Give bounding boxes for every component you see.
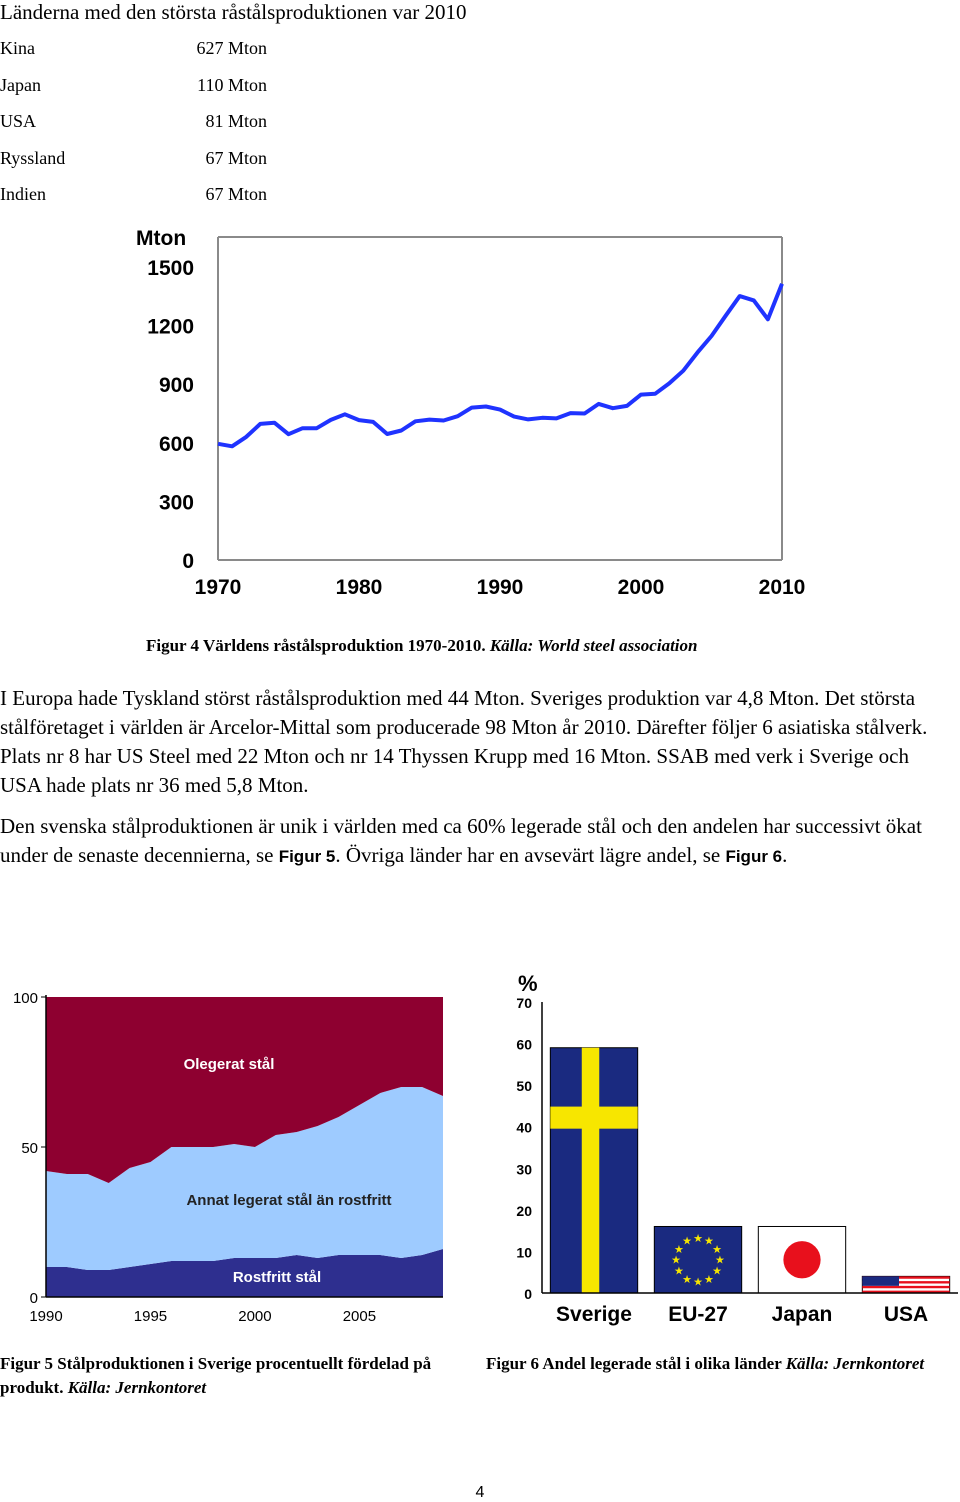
table-row <box>0 148 280 185</box>
page-title: Länderna med den största råstålsproduktionen var 2010 <box>0 0 467 24</box>
star-icon: ★ <box>712 1265 722 1278</box>
x-tick-label: 2000 <box>617 576 665 599</box>
y-tick-label: 30 <box>516 1161 532 1178</box>
series-label: Rostfritt stål <box>232 1269 322 1286</box>
x-tick-label: 2010 <box>758 576 806 599</box>
y-tick-label: 0 <box>524 1286 532 1302</box>
y-tick-label: 900 <box>158 374 194 398</box>
stacked-areas <box>46 997 443 1297</box>
figure5-caption <box>0 1352 450 1400</box>
star-icon: ★ <box>674 1243 684 1256</box>
series-label: Olegerat stål <box>183 1056 275 1073</box>
star-icon: ★ <box>704 1273 714 1286</box>
paragraph-1: I Europa hade Tyskland störst råstålsproduktion med 44 Mton. Sveriges produktion var 4,8 Mton. Det största stålföretaget i världen är Arcelor-Mittal som producerade 98 Mton år 2010. Därefter följer 6 asiatiska stålverk. Plats nr 8 har US Steel med 22 Mton och nr 14 Thyssen Krupp med 16 Mton. SSAB med verk i Sverige och USA hade plats nr 36 med 5,8 Mton. <box>0 686 928 797</box>
figure6-caption-text: Figur 6 Andel legerade stål i olika länder <box>486 1354 782 1373</box>
y-tick-label: 600 <box>158 432 194 456</box>
y-axis-label: Mton <box>136 227 187 250</box>
star-icon: ★ <box>715 1254 725 1267</box>
table-row <box>0 38 280 75</box>
flag-canton <box>862 1276 899 1285</box>
category-labels <box>556 1303 928 1326</box>
y-tick-label: 1500 <box>147 257 194 280</box>
category-label: Japan <box>771 1303 833 1326</box>
y-tick-label: 300 <box>158 491 194 515</box>
x-tick-label: 1990 <box>29 1308 63 1325</box>
y-tick-label: 100 <box>12 990 38 1007</box>
country-name: Japan <box>0 74 41 95</box>
y-tick-labels <box>516 995 532 1302</box>
production-value: 67 Mton <box>205 184 267 204</box>
y-tick-label: 0 <box>182 550 194 573</box>
production-table <box>0 38 280 221</box>
star-icon: ★ <box>682 1235 692 1248</box>
category-label: USA <box>883 1303 929 1326</box>
paragraph-2 <box>0 812 950 871</box>
figure5-reference[interactable]: Figur 5 <box>278 847 336 866</box>
flag-bar <box>758 1226 845 1293</box>
star-icon: ★ <box>674 1265 684 1278</box>
alloy-share-bar-chart <box>490 965 960 1335</box>
figure4-source: Källa: World steel association <box>489 636 698 655</box>
paragraph-2-text: . Övriga länder har en avsevärt lägre andel, se <box>335 843 726 867</box>
y-tick-labels <box>13 990 38 1307</box>
paragraph-2-text: . <box>782 843 788 867</box>
sweden-steel-share-chart <box>0 980 460 1330</box>
x-tick-labels <box>29 1308 376 1325</box>
series-label: Annat legerat stål än rostfritt <box>186 1192 392 1209</box>
production-value: 67 Mton <box>205 147 267 168</box>
flag-cross-horizontal <box>550 1107 637 1129</box>
y-tick-label: 1200 <box>147 315 194 339</box>
star-icon: ★ <box>712 1243 722 1256</box>
country-name: Ryssland <box>0 147 66 168</box>
x-tick-label: 2005 <box>342 1308 377 1325</box>
country-name: USA <box>0 111 37 131</box>
flag-bar <box>550 1048 637 1293</box>
x-tick-label: 1970 <box>194 576 242 599</box>
flag-bar <box>862 1276 949 1293</box>
table-row <box>0 184 280 221</box>
y-tick-label: 50 <box>21 1140 38 1157</box>
category-label: Sverige <box>556 1303 632 1326</box>
figure6-reference[interactable]: Figur 6 <box>725 847 783 866</box>
flag-bar <box>654 1226 741 1293</box>
figure6-caption <box>486 1352 946 1376</box>
x-tick-label: 1980 <box>335 576 383 599</box>
y-tick-label: 0 <box>29 1290 38 1307</box>
y-tick-labels <box>147 257 194 573</box>
paragraph-2-text: Den svenska stålproduktionen är unik i världen med ca 60% legerade stål och den andelen har successivt ökat under de senaste decennierna, se <box>0 814 922 867</box>
flag-stripe <box>862 1286 949 1288</box>
x-tick-label: 1995 <box>133 1308 168 1325</box>
flag-bars <box>550 1048 949 1293</box>
star-icon: ★ <box>693 1232 703 1245</box>
figure4-caption-text: Figur 4 Världens råstålsproduktion 1970-2010. <box>146 636 486 655</box>
y-tick-label: 50 <box>516 1078 532 1095</box>
y-tick-label: 40 <box>516 1119 532 1136</box>
x-tick-labels <box>195 576 806 599</box>
category-label: EU-27 <box>668 1303 728 1326</box>
figure5-caption-text: Figur 5 Stålproduktionen i Sverige procentuellt fördelad på produkt. <box>0 1354 432 1397</box>
figure5-source: Källa: Jernkontoret <box>67 1378 207 1397</box>
series-line <box>218 284 782 447</box>
country-name: Kina <box>0 38 35 58</box>
x-tick-label: 2000 <box>238 1308 272 1325</box>
y-tick-label: 70 <box>516 995 532 1011</box>
world-production-chart <box>120 220 830 610</box>
production-value: 627 Mton <box>196 38 267 58</box>
y-axis-label: % <box>518 971 538 996</box>
figure6-source: Källa: Jernkontoret <box>785 1354 925 1373</box>
star-icon: ★ <box>682 1273 692 1286</box>
star-icon: ★ <box>693 1276 703 1289</box>
star-icon: ★ <box>671 1254 681 1267</box>
table-row <box>0 75 280 112</box>
y-tick-label: 60 <box>516 1036 532 1053</box>
production-value: 110 Mton <box>197 74 267 95</box>
page-number: 4 <box>475 1484 485 1501</box>
star-icon: ★ <box>704 1235 714 1248</box>
table-row <box>0 111 280 148</box>
production-value: 81 Mton <box>205 111 267 131</box>
country-name: Indien <box>0 184 46 204</box>
flag-cross-vertical <box>582 1048 599 1293</box>
figure4-caption <box>146 636 697 656</box>
flag-sun <box>783 1241 820 1278</box>
x-tick-label: 1990 <box>476 576 524 599</box>
chart-axes <box>218 237 782 560</box>
y-tick-label: 10 <box>516 1244 532 1261</box>
y-tick-label: 20 <box>516 1202 532 1219</box>
